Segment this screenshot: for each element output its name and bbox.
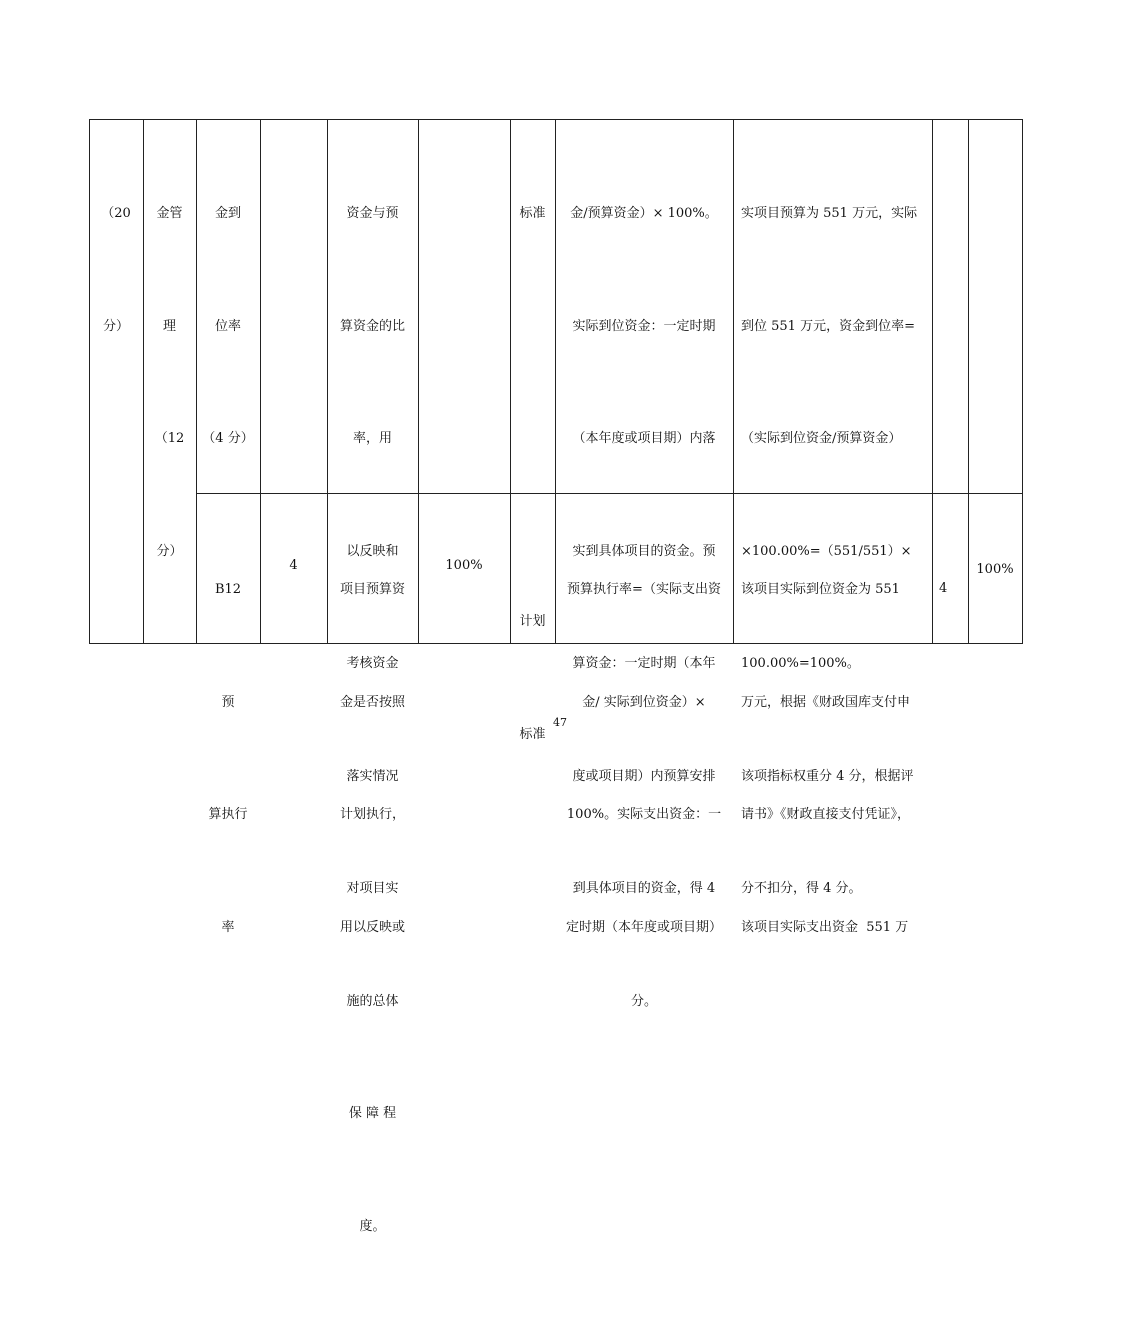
page-number: 47 (553, 716, 567, 729)
cell-line: 算执行 (208, 807, 248, 822)
subcategory-cell (143, 120, 196, 645)
cell-line: 位率 (214, 318, 241, 334)
cell-line: 100%。实际支出资金：一 (566, 807, 722, 822)
cell-line: 该项目实际到位资金为 551 (741, 582, 900, 597)
cell-line: （4 分） (202, 431, 254, 446)
weight-cell: 4 (289, 558, 298, 573)
column-divider (733, 119, 734, 644)
cell-line: 该项目实际支出资金 551 万 (741, 919, 909, 935)
score-cell: 4 (939, 581, 948, 596)
cell-line: （实际到位资金/预算资金） (741, 431, 902, 446)
cell-line: 到具体项目的资金，得 4 (572, 881, 716, 896)
standard-cell (510, 528, 555, 828)
cell-line: 保 障 程 (348, 1106, 397, 1121)
formula-cell (555, 496, 733, 1021)
cell-line: 请书》《财政直接支付凭证》， (741, 807, 911, 822)
cell-line: 算资金的比 (339, 318, 405, 334)
cell-line: 计划执行， (339, 807, 405, 822)
cell-line: 100.00%=100%。 (741, 656, 860, 671)
cell-line: B12 (214, 582, 242, 597)
cell-line: 金/预算资金）× 100%。 (570, 206, 718, 221)
cell-line: 项目预算资 (339, 582, 405, 597)
cell-line: ×100.00%=（551/551）× (741, 543, 912, 559)
cell-line: 预算执行率=（实际支出资 (567, 582, 721, 597)
cell-line: 用以反映或 (339, 919, 405, 935)
cell-line: 实到具体项目的资金。预 (572, 543, 716, 559)
cell-line: （本年度或项目期）内落 (572, 431, 716, 446)
cell-line: 考核资金 (346, 656, 399, 671)
cell-line: 算资金：一定时期（本年 (572, 656, 716, 671)
indicator-cell (196, 120, 260, 533)
cell-line: 度或项目期）内预算安排 (572, 768, 716, 784)
cell-line: 度。 (359, 1218, 386, 1234)
column-divider (932, 119, 933, 644)
cell-line: 分不扣分，得 4 分。 (741, 881, 862, 896)
cell-line: 金是否按照 (339, 694, 405, 710)
definition-cell (327, 496, 418, 1021)
cell-line: 预 (221, 694, 235, 710)
cell-line: 落实情况 (346, 768, 399, 784)
cell-line: 资金与预 (346, 206, 399, 221)
table-border-right (1022, 119, 1023, 644)
cell-line: 到位 551 万元，资金到位率= (741, 318, 915, 334)
cell-line: 分。 (630, 993, 657, 1009)
cell-line: 率 (221, 919, 235, 935)
cell-line: 实际到位资金：一定时期 (572, 318, 716, 334)
cell-line: 分） (156, 543, 183, 559)
cell-line: 金到 (214, 206, 241, 221)
cell-line: 金管 (156, 206, 183, 221)
indicator-cell (196, 496, 260, 1021)
cell-line: 率，用 (352, 431, 392, 446)
rate-cell: 100% (976, 562, 1014, 577)
target-cell: 100% (445, 558, 483, 573)
cell-line: 该项指标权重分 4 分，根据评 (741, 768, 914, 784)
analysis-cell (741, 496, 931, 1021)
cell-line: 理 (162, 318, 176, 334)
cell-line: 对项目实 (346, 881, 399, 896)
cell-line: 计划 (519, 614, 546, 629)
cell-line: 金/ 实际到位资金）× (582, 694, 706, 710)
cell-line: （20 (101, 206, 131, 221)
cell-line: 万元，根据《财政国库支付申 (741, 694, 911, 710)
cell-line: 标准 (519, 206, 546, 221)
cell-line: 定时期（本年度或项目期） (565, 919, 722, 935)
cell-line: 实项目预算为 551 万元，实际 (741, 206, 918, 221)
cell-line: 分） (102, 318, 129, 334)
cell-line: 标准 (519, 726, 546, 742)
cell-line: 施的总体 (346, 993, 399, 1009)
cell-line: 以反映和 (346, 543, 399, 559)
standard-cell (510, 120, 555, 308)
category-score-cell (89, 120, 143, 420)
cell-line: （12 (154, 431, 185, 446)
